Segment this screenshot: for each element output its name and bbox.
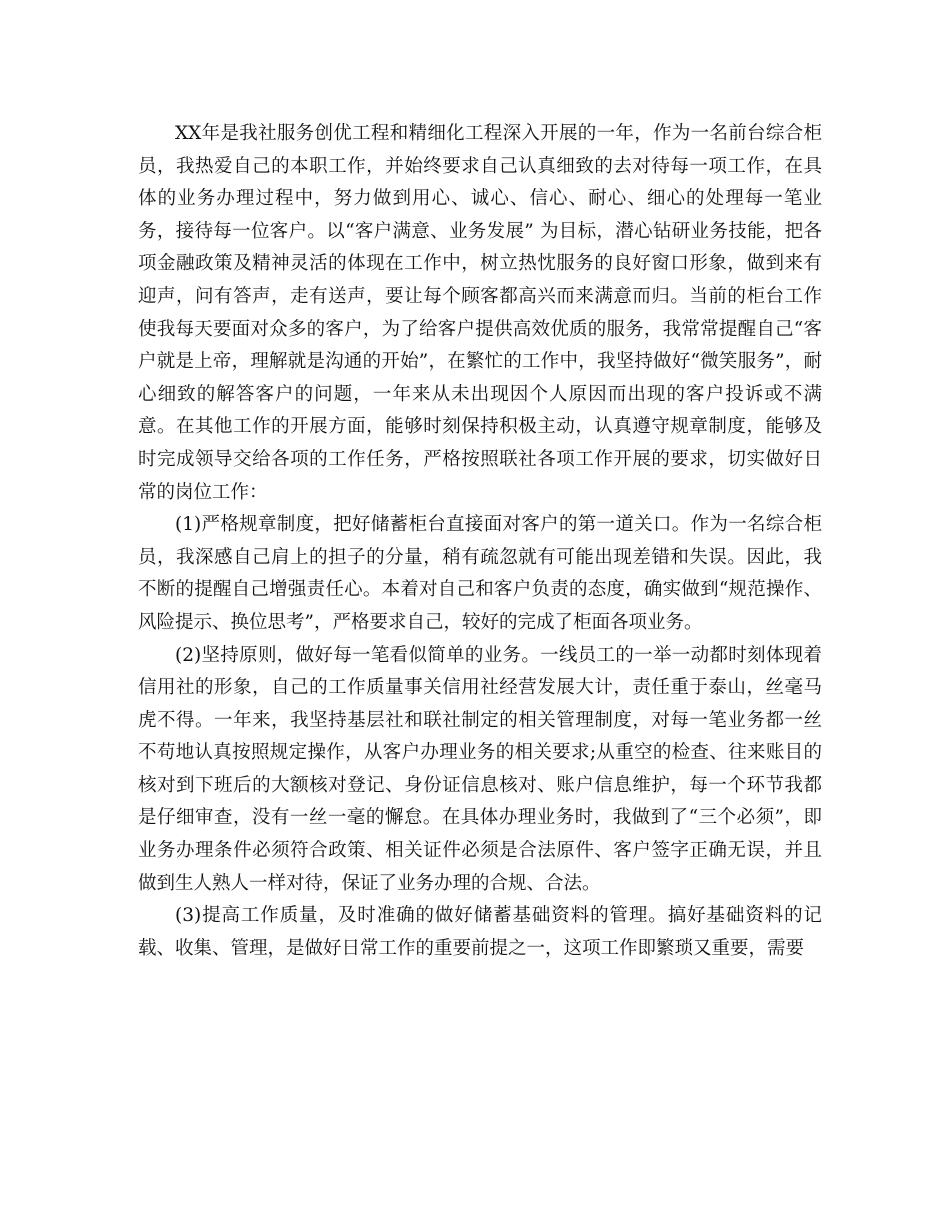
paragraph-item-2: (2)坚持原则，做好每一笔看似简单的业务。一线员工的一举一动都时刻体现着信用社的形象，自己的工作质量事关信用社经营发展大计，责任重于泰山，丝毫马虎不得。一年来，我坚持基层社和联社制定的相关管理制度，对每一笔业务都一丝不苟地认真按照规定操作，从客户办理业务的相关要求;从重空的检查、往来账目的核对到下班后的大额核对登记、身份证信息核对、账户信息维护，每一个环节我都是仔细审查，没有一丝一毫的懈怠。在具体办理业务时，我做到了“三个必须”，即业务办理条件必须符合政策、相关证件必须是合法原件、客户签字正确无误，并且做到生人熟人一样对待，保证了业务办理的合规、合法。 xyxy=(138,644,822,894)
paragraph-item-1: (1)严格规章制度，把好储蓄柜台直接面对客户的第一道关口。作为一名综合柜员，我深感自己肩上的担子的分量，稍有疏忽就有可能出现差错和失误。因此，我不断的提醒自己增强责任心。本着对自己和客户负责的态度，确实做到“规范操作、风险提示、换位思考”，严格要求自己，较好的完成了柜面各项业务。 xyxy=(138,514,822,633)
paragraph-intro: XX年是我社服务创优工程和精细化工程深入开展的一年，作为一名前台综合柜员，我热爱自己的本职工作，并始终要求自己认真细致的去对待每一项工作，在具体的业务办理过程中，努力做到用心、诚心、信心、耐心、细心的处理每一笔业务，接待每一位客户。以“客户满意、业务发展” 为目标，潜心钻研业务技能，把各项金融政策及精神灵活的体现在工作中，树立热忱服务的良好窗口形象，做到来有迎声，问有答声，走有送声，要让每个顾客都高兴而来满意而归。当前的柜台工作使我每天要面对众多的客户，为了给客户提供高效优质的服务，我常常提醒自己“客户就是上帝，理解就是沟通的开始”，在繁忙的工作中，我坚持做好“微笑服务”，耐心细致的解答客户的问题，一年来从未出现因个人原因而出现的客户投诉或不满意。在其他工作的开展方面，能够时刻保持积极主动，认真遵守规章制度，能够及时完成领导交给各项的工作任务，严格按照联社各项工作开展的要求，切实做好日常的岗位工作： xyxy=(138,123,822,503)
paragraph-item-3: (3)提高工作质量，及时准确的做好储蓄基础资料的管理。搞好基础资料的记载、收集、管理，是做好日常工作的重要前提之一，这项工作即繁琐又重要，需要 xyxy=(138,905,822,959)
document-body xyxy=(138,118,822,965)
